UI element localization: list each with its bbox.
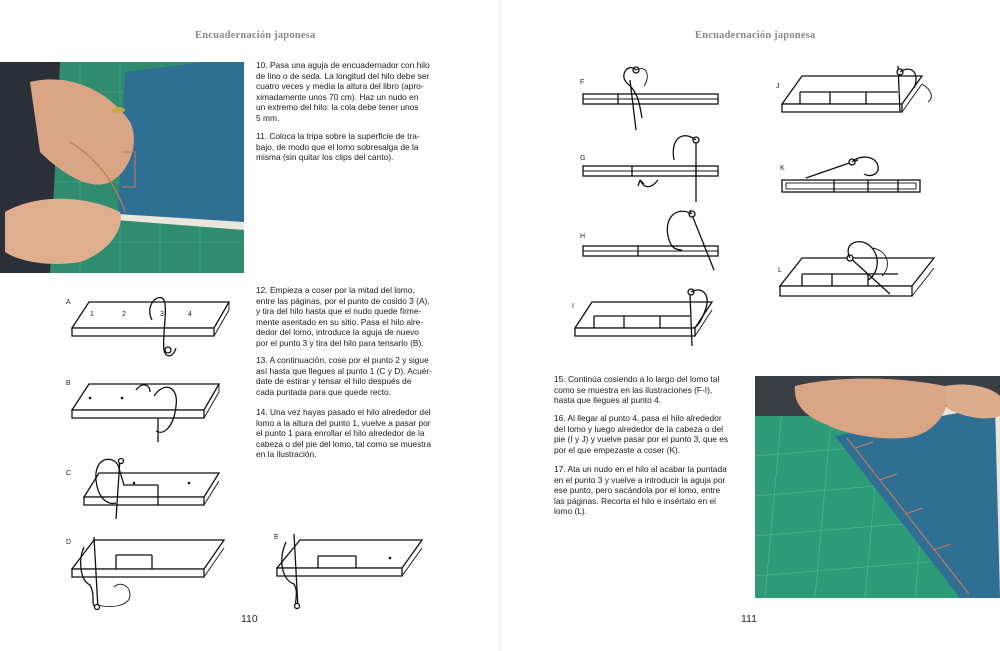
figure-j [772,56,942,126]
step-16-text: 16. Al llegar al punto 4, pasa el hilo alrededor del lomo y luego alrededor de la cabeza o del pie (I y J) y vuelve pasar por el punto 3, que es por el que empezaste a coser (K). [554,413,729,455]
step-12-text: 12. Empieza a coser por la mitad del lomo, entre las páginas, por el punto de cosido 3 (A), y tira del hilo hasta que el nudo quede firme- mente asentado en su sitio. Pasa el hilo alre- dedor del lomo, introduce la aguja de nuevo por el punto 3 y tira del hilo para tensarlo (B). [256,285,430,348]
figure-l [772,236,942,311]
figure-label-f: F [580,79,585,86]
hole-number-1: 1 [90,311,94,318]
figure-label-b: B [66,380,71,387]
figure-a [64,290,244,365]
step-14-text: 14. Una vez hayas pasado el hilo alrededor del lomo a la altura del punto 1, vuelve a pasar por el punto 1 para enrollar el hilo alrededor de la cabeza o del pie del lomo, tal como se muestra en la ilustración. [256,407,432,460]
figure-label-e: E [274,534,279,541]
right-page [500,0,1000,651]
figure-label-a: A [66,299,71,306]
photo-finished-binding [755,376,1000,598]
photo-threading-needle [0,62,244,273]
step-13-text: 13. A continuación, cose por el punto 2 y sigue así hasta que llegues al punto 1 (C y D). Acuér- date de estirar y tensar el hilo después de cada puntada para que quede recto. [256,355,432,397]
figure-label-h: H [580,233,586,240]
step-10-text: 10. Pasa una aguja de encuadernador con hilo de lino o de seda. La longitud del hilo debe ser cuatro veces y media la altura del libro (apro- ximadamente unos 70 cm). Haz un nudo en un extremo del hilo: la cola debe tener unos 5 mm. [256,60,430,123]
figure-b [64,376,244,451]
page-number-left: 110 [241,613,258,625]
running-head: Encuadernación japonesa [195,30,316,41]
figure-f [578,58,723,133]
hole-number-3: 3 [160,311,164,318]
figure-e [272,530,442,612]
running-head: Encuadernación japonesa [695,30,816,41]
figure-label-j: J [776,83,780,90]
figure-k [772,152,942,207]
figure-d [64,535,244,615]
figure-label-i: I [572,303,574,310]
figure-c [64,455,244,530]
figure-label-g: G [580,155,586,162]
step-11-text: 11. Coloca la tripa sobre la superficie de tra- bajo, de modo que el lomo sobresalga de la misma (sin quitar los clips del canto). [256,131,420,163]
figure-g [578,130,723,205]
figure-label-c: C [66,470,72,477]
figure-label-k: K [780,165,785,172]
figure-h [578,206,723,276]
hole-number-2: 2 [122,311,126,318]
figure-label-l: L [778,267,782,274]
step-17-text: 17. Ata un nudo en el hilo al acabar la puntada en el punto 3 y vuelve a introducir la aguja por ese punto, pero sacándola por el lomo, entre las páginas. Recorta el hilo e insértalo en el lomo (L). [554,464,727,517]
hole-number-4: 4 [188,311,192,318]
figure-i [570,280,725,350]
step-15-text: 15. Continúa cosiendo a lo largo del lomo tal como se muestra en las ilustraciones (F-I), hasta que llegues al punto 4. [554,374,720,406]
page-number-right: 111 [741,613,757,625]
figure-label-d: D [66,539,72,546]
